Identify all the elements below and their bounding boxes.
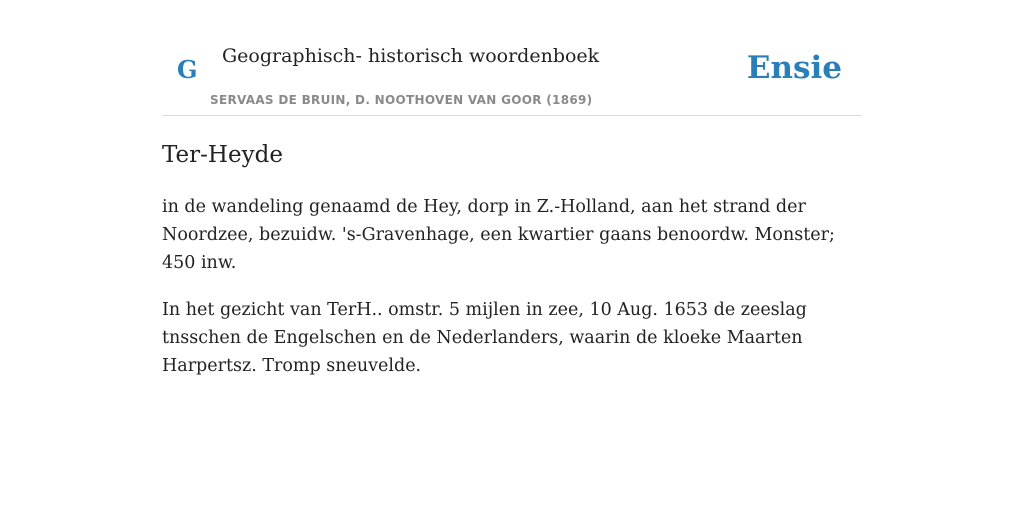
book-title-link[interactable]: Geographisch- historisch woordenboek	[222, 45, 600, 67]
book-authors: SERVAAS DE BRUIN, D. NOOTHOVEN VAN GOOR (1869)	[210, 93, 593, 107]
entry-title: Ter-Heyde	[162, 142, 283, 168]
page-container	[162, 0, 862, 380]
book-letter-icon[interactable]: G	[177, 55, 198, 84]
entry-paragraph: in de wandeling genaamd de Hey, dorp in Z.-Holland, aan het strand der Noordzee, bezuidw. 's-Gravenhage, een kwartier gaans benoordw. Monster; 450 inw.	[162, 197, 835, 273]
entry-paragraph: In het gezicht van TerH.. omstr. 5 mijlen in zee, 10 Aug. 1653 de zeeslag tnsschen de Engelschen en de Nederlanders, waarin de kloeke Maarten Harpertsz. Tromp sneuvelde.	[162, 300, 807, 376]
entry-body	[162, 193, 862, 380]
ensie-logo-link[interactable]: Ensie	[746, 50, 842, 86]
book-header	[162, 0, 862, 116]
